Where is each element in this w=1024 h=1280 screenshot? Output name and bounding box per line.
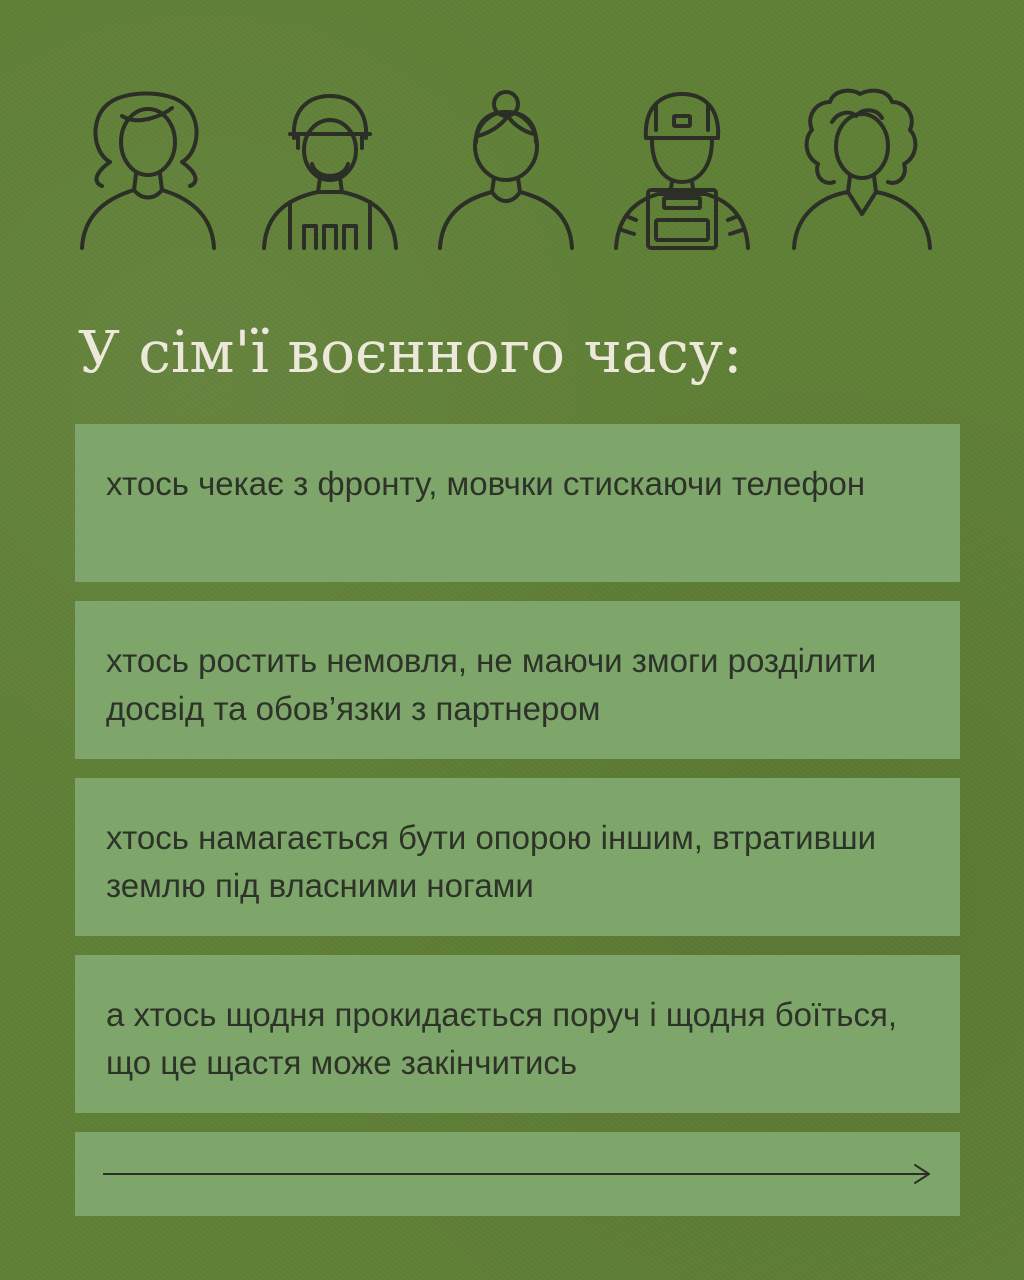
- arrow-right-icon: [103, 1162, 933, 1186]
- statement-text: хтось намагається бути опорою іншим, втративши землю під власними ногами: [106, 819, 877, 904]
- curly-hair-woman-icon: [794, 91, 930, 248]
- statement-card-1: [75, 424, 960, 582]
- statement-text: а хтось щодня прокидається поруч і щодня боїться, що це щастя може закінчитись: [106, 996, 898, 1081]
- statement-text: хтось чекає з фронту, мовчки стискаючи телефон: [106, 465, 866, 502]
- woman-icon: [82, 94, 214, 249]
- statement-card-3: [75, 778, 960, 936]
- woman-bun-icon: [440, 92, 572, 248]
- statement-text: хтось ростить немовля, не маючи змоги розділити досвід та обов’язки з партнером: [106, 642, 877, 727]
- soldier-helmet-icon: [264, 96, 396, 248]
- headline: У сім'ї воєнного часу:: [78, 318, 743, 386]
- next-slide-button[interactable]: [75, 1132, 960, 1216]
- people-icons: [78, 86, 946, 254]
- statement-card-4: [75, 955, 960, 1113]
- people-illustration: [78, 86, 946, 254]
- soldier-vest-icon: [616, 94, 748, 248]
- statement-card-2: [75, 601, 960, 759]
- statement-list: [75, 424, 960, 1216]
